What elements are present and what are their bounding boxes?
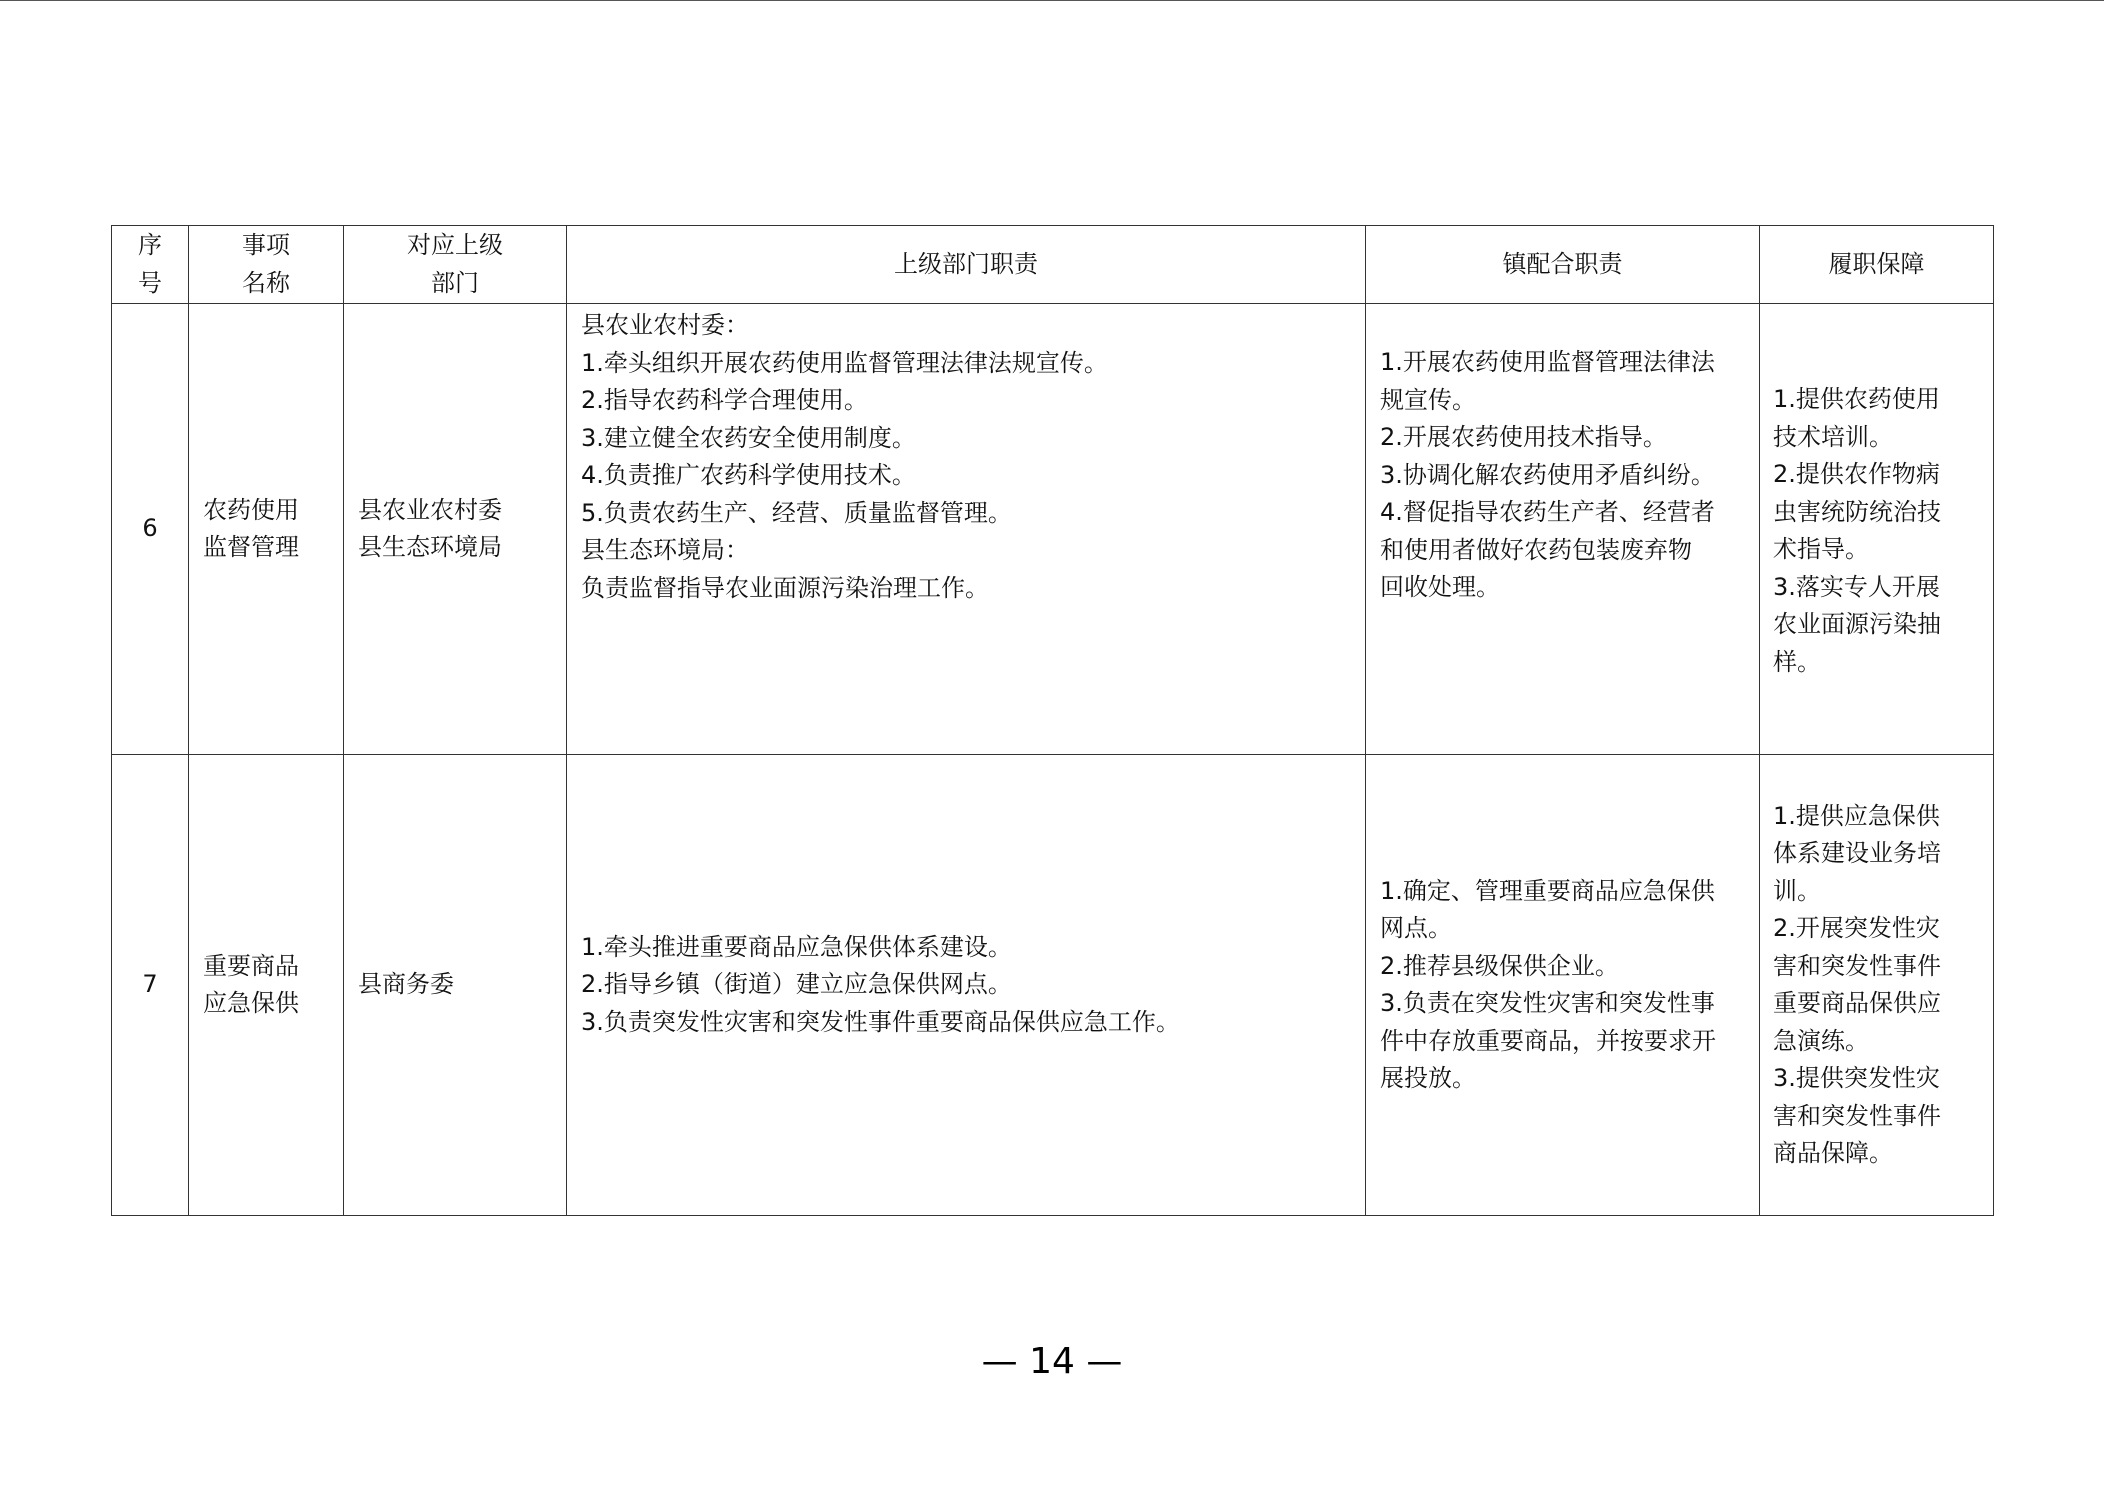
upper-dept-cell: 县农业农村委 县生态环境局: [344, 304, 567, 755]
town-duty-cell: 1.开展农药使用监督管理法律法 规宣传。 2.开展农药使用技术指导。 3.协调化解农药使用矛盾纠纷。 4.督促指导农药生产者、经营者 和使用者做好农药包装废弃物 回收处理。: [1366, 304, 1760, 755]
header-town-duty: 镇配合职责: [1366, 226, 1760, 304]
item-name-cell: 重要商品 应急保供: [189, 755, 344, 1216]
upper-duty-cell: 县农业农村委： 1.牵头组织开展农药使用监督管理法律法规宣传。 2.指导农药科学合理使用。 3.建立健全农药安全使用制度。 4.负责推广农药科学使用技术。 5.负责农药生产、经营、质量监督管理。 县生态环境局： 负责监督指导农业面源污染治理工作。: [567, 304, 1366, 755]
header-upper-duty: 上级部门职责: [567, 226, 1366, 304]
row-seq-cell: [112, 304, 189, 755]
table-row: [112, 304, 1994, 755]
header-item-name: 事项 名称: [189, 226, 344, 304]
top-border-line: [0, 0, 2104, 1]
row-seq: 7: [142, 970, 158, 999]
header-guarantee: 履职保障: [1760, 226, 1994, 304]
item-name-cell: 农药使用 监督管理: [189, 304, 344, 755]
row-seq-cell: [112, 755, 189, 1216]
table-row: [112, 755, 1994, 1216]
upper-duty-cell: 1.牵头推进重要商品应急保供体系建设。 2.指导乡镇（街道）建立应急保供网点。 3.负责突发性灾害和突发性事件重要商品保供应急工作。: [567, 755, 1366, 1216]
duty-table: [111, 225, 1994, 1216]
header-upper-dept: 对应上级 部门: [344, 226, 567, 304]
town-duty-cell: 1.确定、管理重要商品应急保供 网点。 2.推荐县级保供企业。 3.负责在突发性灾害和突发性事 件中存放重要商品，并按要求开 展投放。: [1366, 755, 1760, 1216]
page-number: — 14 —: [981, 1341, 1123, 1382]
upper-dept-cell: 县商务委: [344, 755, 567, 1216]
guarantee-cell: 1.提供农药使用 技术培训。 2.提供农作物病 虫害统防统治技 术指导。 3.落实专人开展 农业面源污染抽 样。: [1760, 304, 1994, 755]
table-header-row: [112, 226, 1994, 304]
guarantee-cell: 1.提供应急保供 体系建设业务培 训。 2.开展突发性灾 害和突发性事件 重要商品保供应 急演练。 3.提供突发性灾 害和突发性事件 商品保障。: [1760, 755, 1994, 1216]
header-seq: 序 号: [112, 226, 189, 304]
row-seq: 6: [142, 514, 158, 543]
